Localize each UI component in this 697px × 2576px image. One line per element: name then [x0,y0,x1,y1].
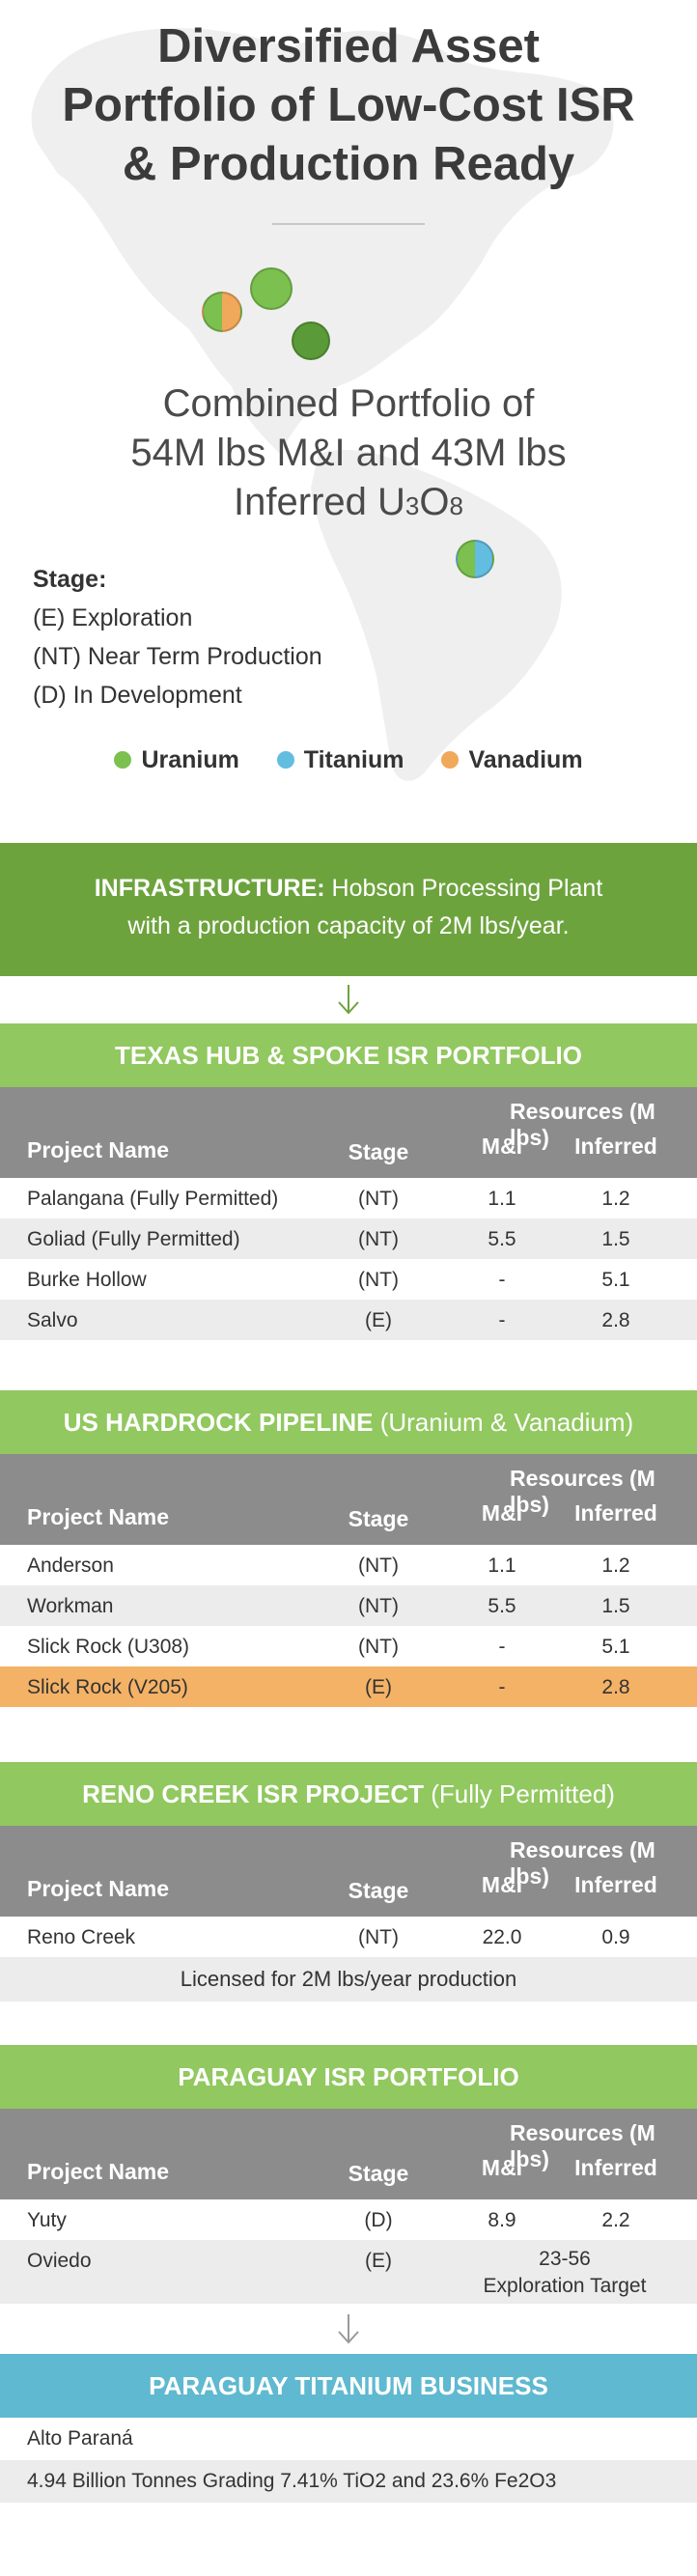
page-title [0,17,697,194]
combined-portfolio-text [0,379,697,531]
hardrock-title: US HARDROCK PIPELINE (Uranium & Vanadium) [0,1390,697,1454]
oviedo-target-range: 23-56 [539,2248,591,2270]
map-marker-uranium-texas [292,322,330,360]
reno-column-header: Resources (M lbs) Project Name Stage M&I Inferred [0,1826,697,1917]
table-row: Yuty (D) 8.9 2.2 [27,2209,630,2231]
reno-creek-section [0,1762,697,2002]
texas-title: TEXAS HUB & SPOKE ISR PORTFOLIO [0,1023,697,1087]
table-row: Salvo (E) - 2.8 [0,1300,697,1340]
paraguay-column-header: Resources (M lbs) Project Name Stage M&I Inferred [0,2109,697,2199]
down-arrow-icon [335,2312,362,2345]
hero-section [0,0,697,811]
paraguay-titanium-section [0,2354,697,2503]
paraguay-isr-section [0,2045,697,2304]
stage-key-item: (NT) Near Term Production [33,643,322,670]
titanium-dot-icon [277,751,294,769]
infrastructure-label: INFRASTRUCTURE: [94,875,325,902]
hardrock-column-header: Resources (M lbs) Project Name Stage M&I Inferred [0,1454,697,1545]
stage-key-item: (E) Exploration [33,604,193,631]
table-row: Workman (NT) 5.5 1.5 [0,1585,697,1626]
texas-column-header: Resources (M lbs) Project Name Stage M&I Inferred [0,1087,697,1178]
paraguay-isr-title: PARAGUAY ISR PORTFOLIO [0,2045,697,2109]
uranium-dot-icon [114,751,131,769]
legend-titanium: Titanium [277,746,404,774]
table-row: Palangana (Fully Permitted) (NT) 1.1 1.2 [27,1188,630,1210]
hardrock-section [0,1390,697,1707]
vanadium-dot-icon [441,751,459,769]
reno-creek-title: RENO CREEK ISR PROJECT (Fully Permitted) [0,1762,697,1826]
oviedo-target-label: Exploration Target [483,2275,647,2297]
map-marker-uranium-vanadium [202,292,242,332]
titanium-project-row: Alto Paraná [27,2427,133,2450]
map-marker-uranium [250,267,293,310]
reno-license-note: Licensed for 2M lbs/year production [0,1957,697,2002]
combined-line-1: Combined Portfolio of [162,382,535,425]
texas-section [0,1023,697,1340]
table-row: Slick Rock (U308) (NT) - 5.1 [27,1636,630,1658]
commodity-legend [0,746,697,774]
down-arrow-icon [335,983,362,1016]
title-line-2: Portfolio of Low-Cost ISR [62,79,635,131]
table-row: Goliad (Fully Permitted) (NT) 5.5 1.5 [0,1218,697,1259]
title-line-3: & Production Ready [122,138,575,190]
stage-key-item: (D) In Development [33,682,242,709]
stage-key [33,560,322,714]
title-line-1: Diversified Asset [157,20,540,72]
infrastructure-banner: INFRASTRUCTURE: Hobson Processing Plant with a production capacity of 2M lbs/year. [0,843,697,976]
table-row: Reno Creek (NT) 22.0 0.9 [27,1926,630,1948]
table-row: Burke Hollow (NT) - 5.1 [27,1269,630,1291]
titanium-description-row: 4.94 Billion Tonnes Grading 7.41% TiO2 and 23.6% Fe2O3 [0,2460,697,2503]
combined-line-2: 54M lbs M&I and 43M lbs [130,432,567,474]
legend-uranium: Uranium [114,746,238,774]
combined-line-3: Inferred U3O8 [234,481,463,523]
paraguay-titanium-title: PARAGUAY TITANIUM BUSINESS [0,2354,697,2418]
legend-vanadium: Vanadium [441,746,582,774]
table-row: Oviedo (E) 23-56 Exploration Target [0,2240,697,2304]
table-row-highlighted: Slick Rock (V205) (E) - 2.8 [0,1666,697,1707]
table-row: Anderson (NT) 1.1 1.2 [27,1554,630,1577]
title-divider [272,223,425,225]
stage-key-title: Stage: [33,566,107,593]
map-marker-uranium-titanium [456,540,494,578]
